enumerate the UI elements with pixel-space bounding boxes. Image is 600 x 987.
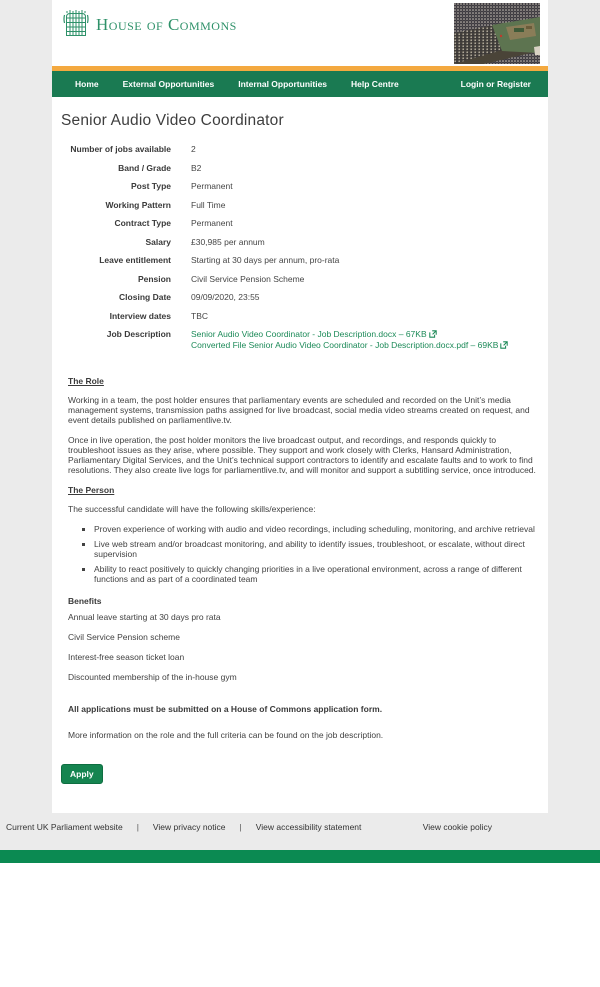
chamber-photo — [454, 3, 540, 64]
job-description-docx-link[interactable] — [191, 329, 508, 340]
detail-label: Number of jobs available — [70, 144, 171, 154]
nav-item-help-centre[interactable]: Help Centre — [351, 79, 399, 89]
person-heading: The Person — [68, 484, 115, 495]
detail-value: Full Time — [191, 199, 226, 210]
page-title: Senior Audio Video Coordinator — [61, 112, 284, 129]
footer-separator: | — [239, 821, 242, 832]
table-row-job-description — [61, 325, 508, 356]
benefit-item: Annual leave starting at 30 days pro rata — [68, 611, 221, 622]
application-note: All applications must be submitted on a House of Commons application form. — [68, 703, 383, 714]
table-row — [61, 233, 508, 252]
footer-link-privacy-notice[interactable]: View privacy notice — [152, 821, 226, 832]
table-row — [61, 140, 508, 159]
list-item: ▪ Live web stream and/or broadcast monitoring, and ability to identify issues, troubleshoot, or escalate, without direct supervision — [94, 539, 539, 559]
detail-label: Closing Date — [119, 292, 171, 302]
more-info-note: More information on the role and the full criteria can be found on the job description. — [68, 729, 384, 740]
role-paragraph: Working in a team, the post holder ensures that parliamentary events are scheduled and recorded on the Unit’s media management systems, transmission paths assigned for live broadcast, social media video streams created on request, and event details published on parliamentlive.tv. — [68, 394, 530, 425]
table-row — [61, 177, 508, 196]
detail-value: B2 — [191, 162, 202, 173]
job-details-table — [61, 140, 508, 356]
table-row — [61, 270, 508, 289]
footer-link-cookie-policy[interactable]: View cookie policy — [422, 821, 492, 832]
detail-label: Pension — [137, 273, 171, 284]
footer-link-parliament-website[interactable]: Current UK Parliament website — [6, 821, 123, 832]
portcullis-icon — [63, 9, 89, 38]
detail-value: Civil Service Pension Scheme — [191, 273, 305, 284]
nav-item-internal-opportunities[interactable]: Internal Opportunities — [238, 79, 328, 89]
nav-item-external-opportunities[interactable]: External Opportunities — [122, 79, 215, 89]
table-row — [61, 307, 508, 326]
table-row — [61, 214, 508, 233]
detail-label: Salary — [145, 236, 171, 247]
detail-value: 2 — [191, 144, 196, 154]
role-heading: The Role — [68, 375, 104, 386]
site-header — [52, 0, 548, 66]
job-card — [52, 97, 548, 813]
table-row — [61, 251, 508, 270]
detail-value — [171, 325, 508, 356]
nav-item-home[interactable]: Home — [75, 79, 99, 89]
logo-wordmark: House of Commons — [96, 15, 237, 34]
benefit-item: Civil Service Pension scheme — [68, 631, 180, 642]
footer — [0, 813, 496, 850]
login-or-register-link[interactable]: Login or Register — [460, 79, 531, 89]
detail-value: £30,985 per annum — [191, 236, 265, 247]
list-item: ▪ Ability to react positively to quickly changing priorities in a live operational environment, across a range of different functions and as part of a coordinated team — [94, 564, 539, 584]
apply-button[interactable]: Apply — [61, 764, 103, 784]
house-of-commons-logo[interactable] — [63, 9, 237, 38]
detail-label: Working Pattern — [105, 199, 171, 210]
attachment-link-text: Converted File Senior Audio Video Coordinator - Job Description.docx.pdf – 69KB — [191, 340, 499, 350]
benefit-item: Interest-free season ticket loan — [68, 651, 185, 662]
attachment-link-text: Senior Audio Video Coordinator - Job Description.docx – 67KB — [191, 329, 427, 339]
table-row — [61, 159, 508, 178]
job-description-body — [68, 376, 539, 740]
footer-link-accessibility-statement[interactable]: View accessibility statement — [255, 821, 362, 832]
job-description-pdf-link[interactable] — [191, 340, 508, 351]
below-page-space — [0, 863, 600, 987]
detail-value: Starting at 30 days per annum, pro-rata — [191, 255, 340, 265]
detail-value: 09/09/2020, 23:55 — [191, 292, 260, 302]
skills-list — [94, 524, 539, 584]
detail-value: Permanent — [191, 181, 233, 191]
benefit-item: Discounted membership of the in-house gym — [68, 671, 237, 682]
detail-label: Contract Type — [114, 218, 171, 228]
table-row — [61, 288, 508, 307]
detail-label: Post Type — [131, 181, 171, 191]
list-item: ▪ Proven experience of working with audio and video recordings, including scheduling, monitoring, and archive retrieval — [94, 524, 539, 534]
external-link-icon — [429, 330, 437, 338]
detail-value: Permanent — [191, 218, 233, 228]
detail-value: TBC — [191, 310, 208, 321]
footer-separator: | — [136, 821, 139, 832]
main-nav — [52, 71, 548, 97]
detail-label: Job Description — [106, 329, 171, 339]
external-link-icon — [500, 341, 508, 349]
role-paragraph: Once in live operation, the post holder monitors the live broadcast output, and recordings, and responds quickly to troubleshoot issues as they arise, where possible. They support and work closely with Clerks, Hansard Administration, Parliamentary Digital Services, and the Unit’s technical support contractors to identify and escalate faults and to work to find resolutions. They also create live logs for parliamentlive.tv, and will monitor and support a subtitling service, once introduced. — [68, 434, 536, 475]
person-intro: The successful candidate will have the following skills/experience: — [68, 503, 316, 514]
table-row — [61, 196, 508, 215]
detail-label: Leave entitlement — [99, 255, 171, 265]
detail-label: Interview dates — [109, 310, 171, 321]
detail-label: Band / Grade — [118, 162, 171, 173]
benefits-heading: Benefits — [68, 595, 102, 606]
bottom-green-bar — [0, 850, 600, 863]
